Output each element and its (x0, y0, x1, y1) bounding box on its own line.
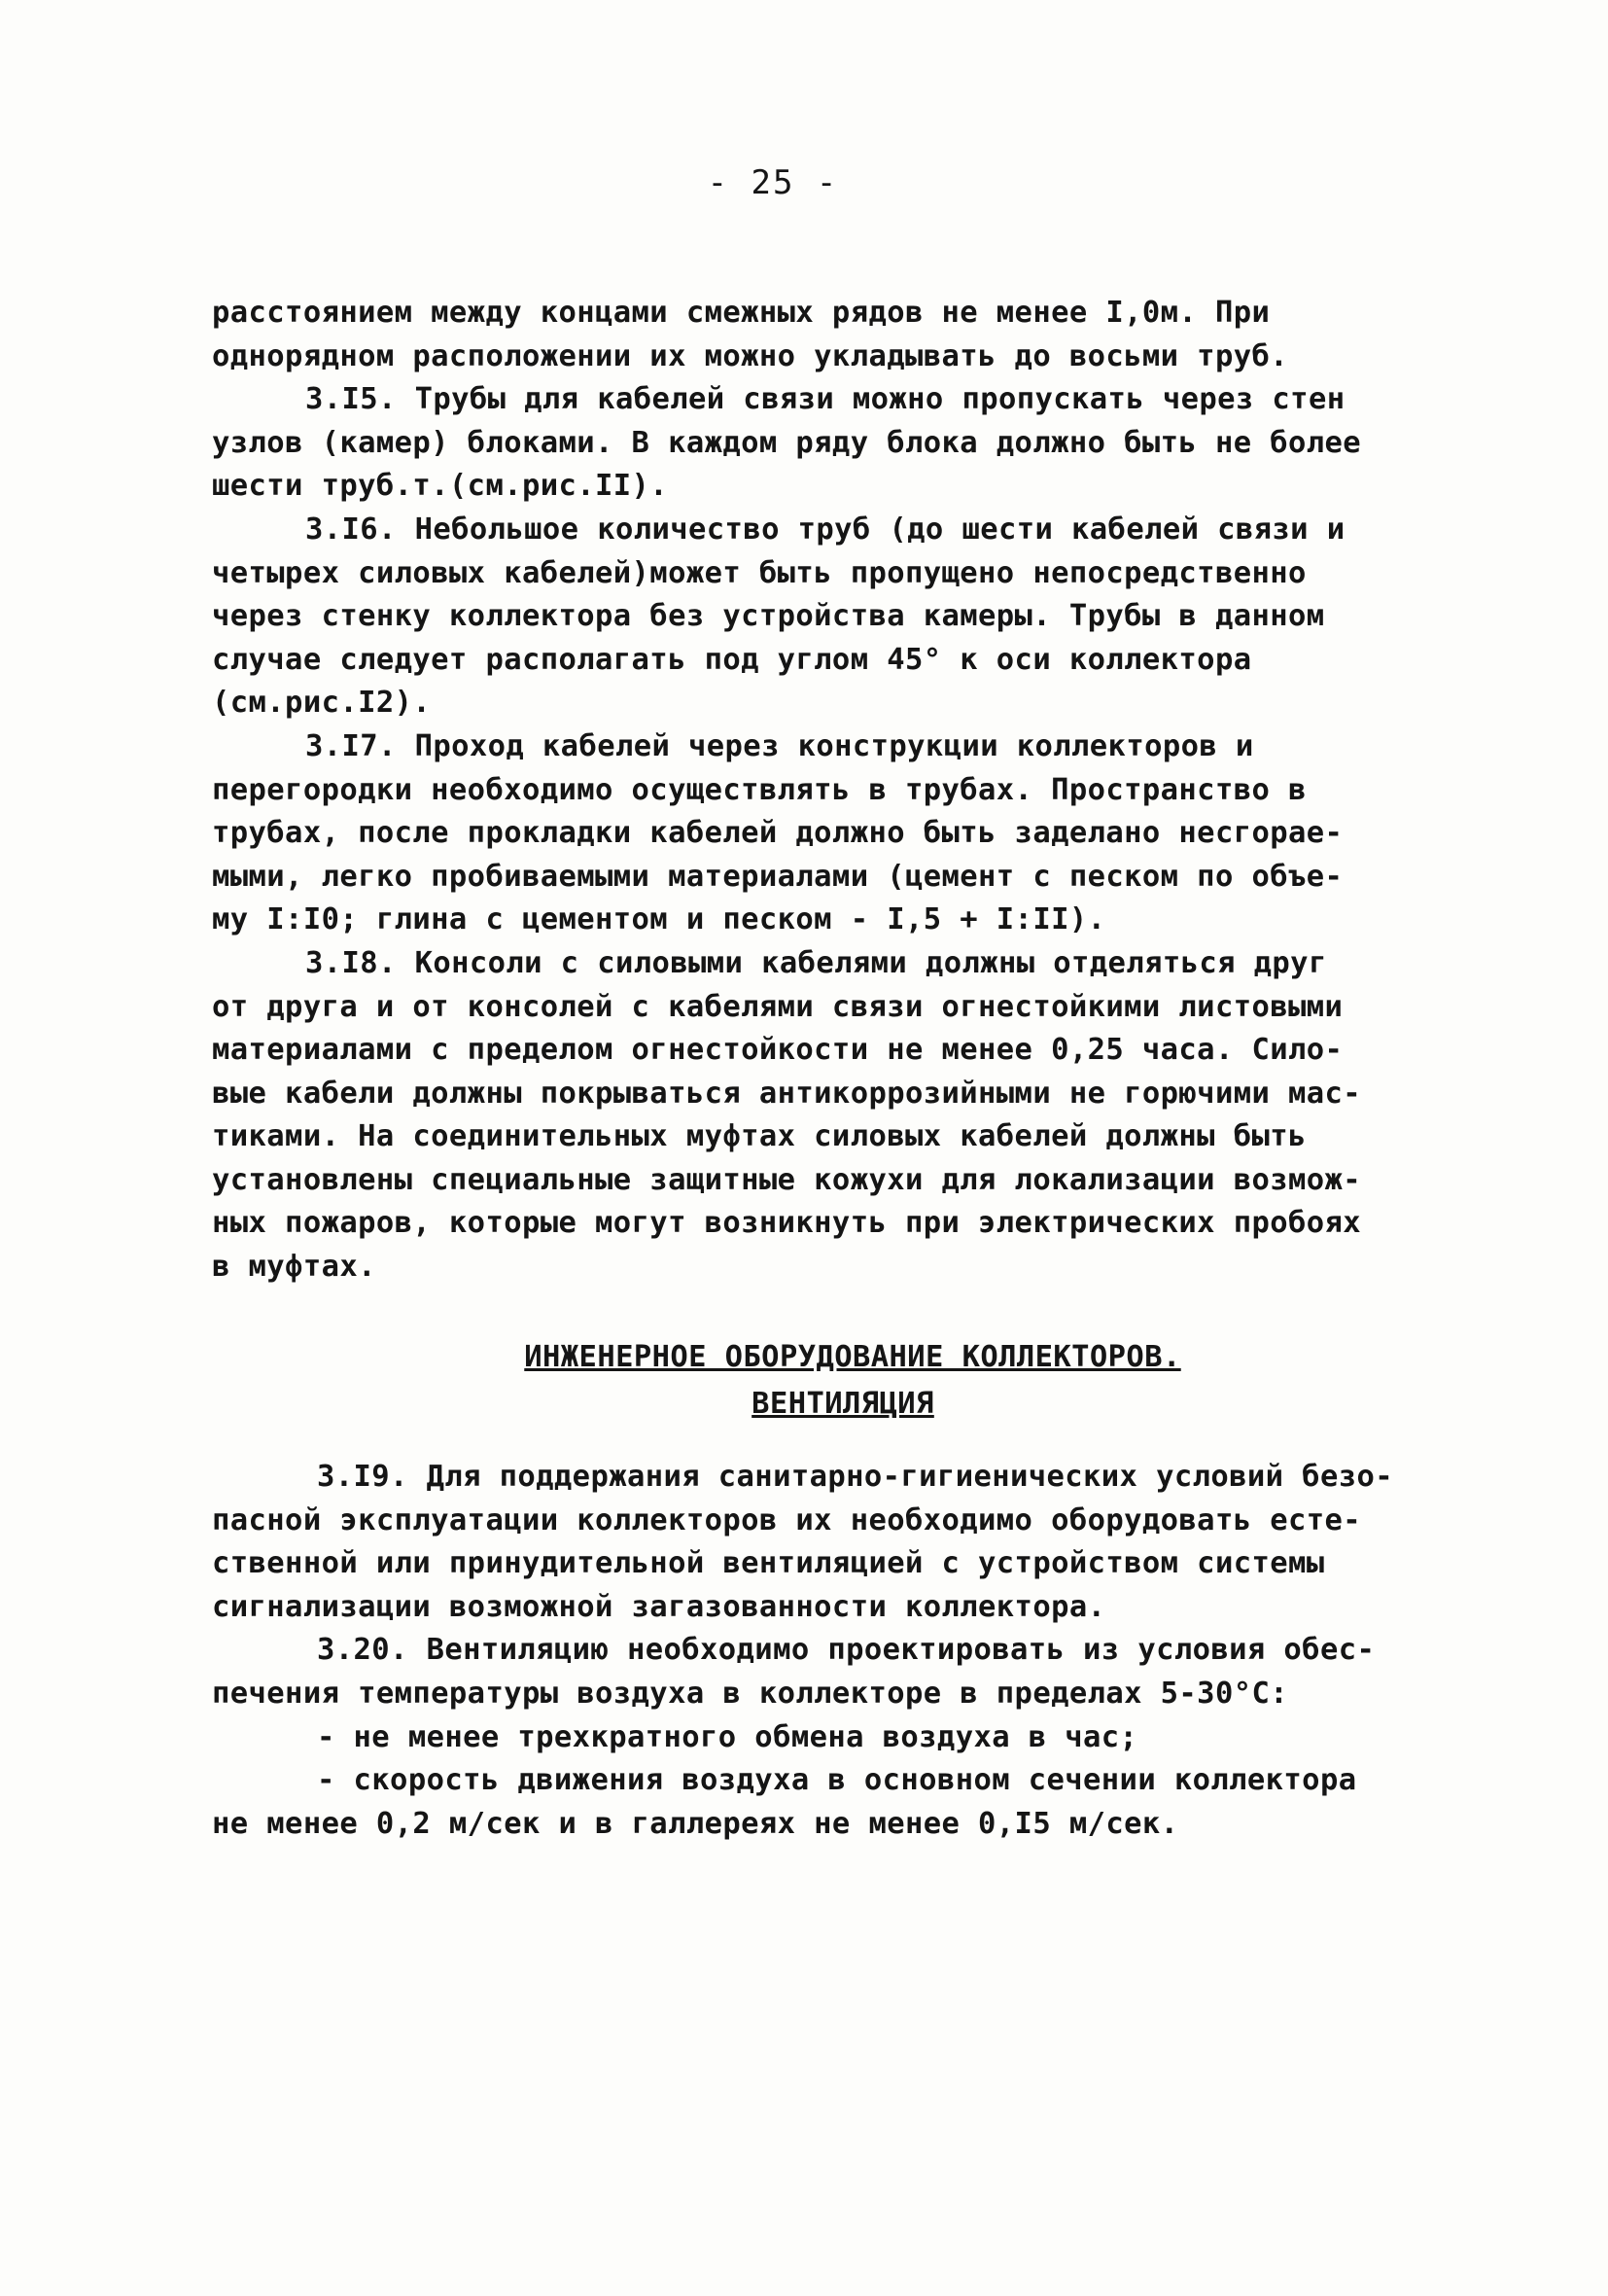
text-line: однорядном расположении их можно укладывать до восьми труб. (212, 338, 1288, 373)
text-line: установлены специальные защитные кожухи для локализации возмож- (212, 1162, 1362, 1197)
text-line: шести труб.т.(см.рис.II). (212, 469, 669, 504)
text-line: в муфтах. (212, 1250, 376, 1285)
paragraph-3-17-start: 3.I7. Проход кабелей через конструкции коллекторов и (305, 728, 1254, 763)
section-subheading: ВЕНТИЛЯЦИЯ (752, 1387, 934, 1421)
paragraph-3-15-start: 3.I5. Трубы для кабелей связи можно пропускать через стен (305, 382, 1346, 417)
text-line: ственной или принудительной вентиляцией с устройством системы (212, 1546, 1325, 1581)
text-line: трубах, после прокладки кабелей должно быть заделано несгорае- (212, 816, 1344, 851)
text-line: перегородки необходимо осуществлять в трубах. Пространство в (212, 772, 1307, 807)
list-item: - скорость движения воздуха в основном сечении коллектора (317, 1763, 1357, 1798)
paragraph-3-18-start: 3.I8. Консоли с силовыми кабелями должны отделяться друг (305, 945, 1327, 980)
text-line: узлов (камер) блоками. В каждом ряду блока должно быть не более (212, 425, 1362, 460)
text-line: тиками. На соединительных муфтах силовых кабелей должны быть (212, 1119, 1307, 1154)
paragraph-3-16-start: 3.I6. Небольшое количество труб (до шести кабелей связи и (305, 512, 1346, 547)
text-line: мыми, легко пробиваемыми материалами (цемент с песком по объе- (212, 859, 1344, 894)
text-line: му I:I0; глина с цементом и песком - I,5 + I:II). (212, 902, 1106, 937)
text-block-after-heading (212, 1456, 1400, 1846)
text-line: сигнализации возможной загазованности коллектора. (212, 1589, 1106, 1624)
text-line: (см.рис.I2). (212, 686, 432, 721)
text-line: ных пожаров, которые могут возникнуть при электрических пробоях (212, 1206, 1362, 1241)
text-line: вые кабели должны покрываться антикоррозийными не горючими мас- (212, 1076, 1362, 1111)
text-block-before-heading (212, 292, 1400, 1289)
page-number: - 25 - (707, 163, 839, 202)
text-line: через стенку коллектора без устройства камеры. Трубы в данном (212, 599, 1325, 634)
section-heading: ИНЖЕНЕРНОЕ ОБОРУДОВАНИЕ КОЛЛЕКТОРОВ. (524, 1340, 1181, 1374)
list-item: - не менее трехкратного обмена воздуха в час; (317, 1719, 1138, 1754)
text-line: не менее 0,2 м/сек и в галлереях не менее 0,I5 м/сек. (212, 1806, 1179, 1841)
text-line: случае следует располагать под углом 45° к оси коллектора (212, 642, 1252, 677)
text-line: четырех силовых кабелей)может быть пропущено непосредственно (212, 555, 1307, 590)
paragraph-3-19-start: 3.I9. Для поддержания санитарно-гигиенических условий безо- (317, 1460, 1393, 1494)
paragraph-3-20-start: 3.20. Вентиляцию необходимо проектировать из условия обес- (317, 1633, 1376, 1668)
text-line: печения температуры воздуха в коллекторе в пределах 5-30°С: (212, 1676, 1288, 1711)
text-line: расстоянием между концами смежных рядов не менее I,0м. При (212, 296, 1271, 330)
text-line: пасной эксплуатации коллекторов их необходимо оборудовать есте- (212, 1502, 1362, 1537)
text-line: материалами с пределом огнестойкости не менее 0,25 часа. Сило- (212, 1033, 1344, 1068)
text-line: от друга и от консолей с кабелями связи огнестойкими листовыми (212, 989, 1344, 1024)
